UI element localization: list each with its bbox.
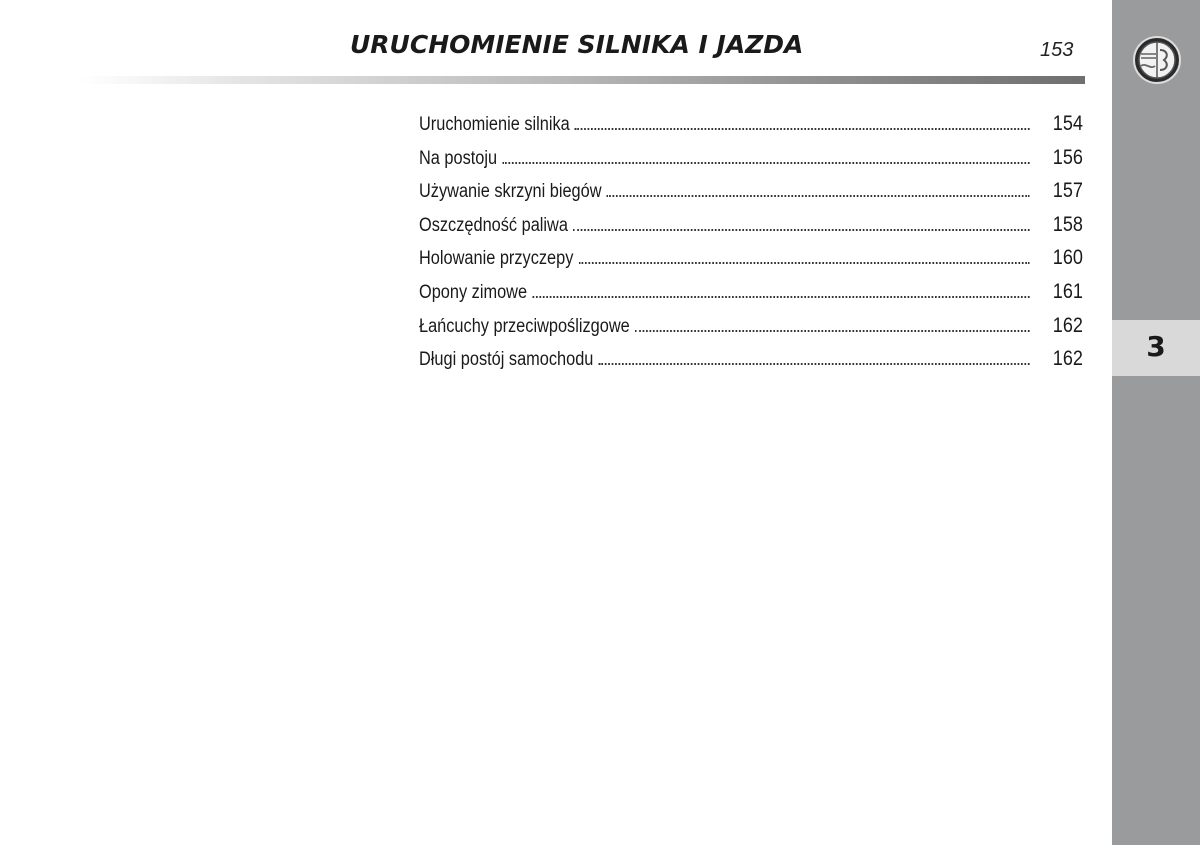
toc-dot-leader <box>575 128 1030 130</box>
toc-entry-page: 161 <box>1052 279 1083 303</box>
toc-row[interactable] <box>419 213 1083 247</box>
toc-dot-leader <box>573 229 1029 231</box>
toc-row[interactable] <box>419 280 1083 314</box>
header-rule <box>80 76 1085 84</box>
toc-dot-leader <box>635 330 1030 332</box>
toc-row[interactable] <box>419 246 1083 280</box>
toc-entry-title: Używanie skrzyni biegów <box>419 181 602 203</box>
toc-entry-title: Opony zimowe <box>419 281 528 303</box>
toc-entry-page: 162 <box>1052 313 1083 337</box>
toc-entry-title: Łańcuchy przeciwpoślizgowe <box>419 315 630 337</box>
toc-entry-page: 158 <box>1052 212 1083 236</box>
toc-row[interactable] <box>419 179 1083 213</box>
toc-row[interactable] <box>419 146 1083 180</box>
toc-entry-title: Uruchomienie silnika <box>419 114 570 135</box>
toc-dot-leader <box>599 363 1030 365</box>
toc-row[interactable] <box>419 347 1083 381</box>
toc-entry-title: Holowanie przyczepy <box>419 248 574 270</box>
toc-entry-page: 160 <box>1052 246 1083 270</box>
toc-entry-page: 154 <box>1052 112 1083 135</box>
table-of-contents <box>419 112 1083 381</box>
toc-row[interactable] <box>419 112 1083 146</box>
chapter-number: 3 <box>1146 330 1166 363</box>
toc-dot-leader <box>532 296 1029 298</box>
toc-entry-page: 157 <box>1052 179 1083 203</box>
toc-entry-title: Długi postój samochodu <box>419 349 594 371</box>
toc-row[interactable] <box>419 314 1083 348</box>
toc-dot-leader <box>607 195 1030 197</box>
brand-logo-icon <box>1133 36 1181 84</box>
page-number: 153 <box>1040 39 1074 61</box>
toc-dot-leader <box>502 162 1029 164</box>
toc-entry-title: Na postoju <box>419 147 498 169</box>
page-title: URUCHOMIENIE SILNIKA I JAZDA <box>350 30 804 59</box>
chapter-side-tab <box>1112 0 1200 845</box>
toc-entry-title: Oszczędność paliwa <box>419 214 568 236</box>
toc-entry-page: 162 <box>1052 347 1083 371</box>
toc-entry-page: 156 <box>1052 145 1083 169</box>
toc-dot-leader <box>579 262 1030 264</box>
